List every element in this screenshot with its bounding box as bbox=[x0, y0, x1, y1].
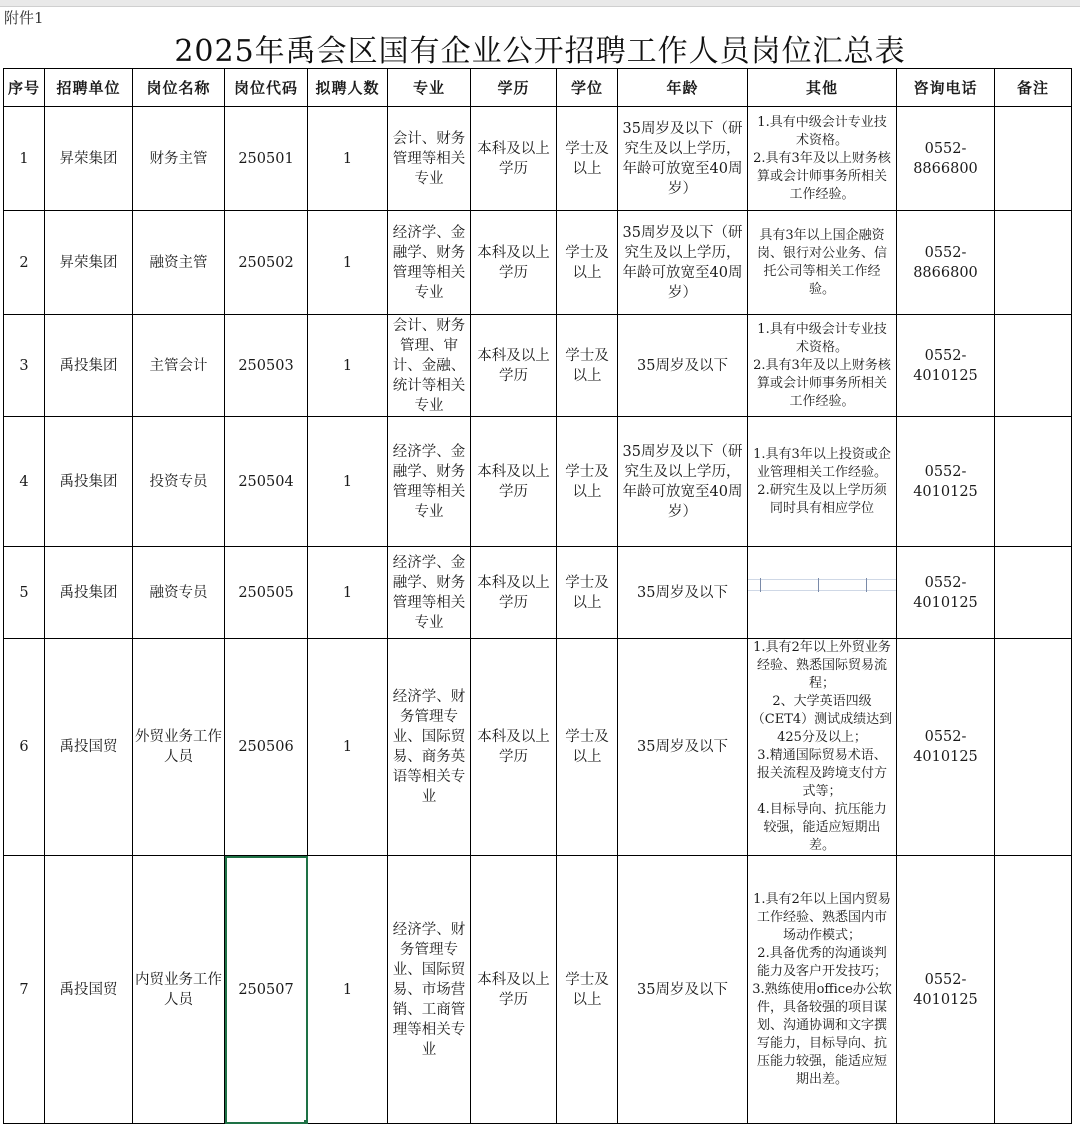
cell-seq[interactable]: 5 bbox=[4, 547, 45, 639]
cell-text: 经济学、财务管理专业、国际贸易、市场营销、工商管理等相关专业 bbox=[392, 921, 466, 1058]
cell-count[interactable]: 1 bbox=[308, 417, 388, 547]
cell-remarks[interactable] bbox=[995, 211, 1072, 315]
cell-position[interactable]: 主管会计 bbox=[133, 315, 225, 417]
cell-other[interactable] bbox=[748, 639, 897, 856]
cell-age[interactable] bbox=[618, 417, 748, 547]
cell-education[interactable] bbox=[471, 315, 557, 417]
pasted-image-fragment bbox=[748, 579, 896, 591]
cell-education[interactable] bbox=[471, 417, 557, 547]
cell-major[interactable] bbox=[388, 107, 471, 211]
cell-position[interactable] bbox=[133, 856, 225, 1124]
header-major[interactable]: 专业 bbox=[388, 69, 471, 107]
cell-education[interactable] bbox=[471, 639, 557, 856]
cell-text: 本科及以上学历 bbox=[477, 244, 550, 281]
recruitment-table bbox=[3, 68, 1072, 1124]
cell-position[interactable]: 财务主管 bbox=[133, 107, 225, 211]
cell-age[interactable] bbox=[618, 315, 748, 417]
cell-text: 1.具有中级会计专业技术资格。 2.具有3年及以上财务核算或会计师事务所相关工作经验。 bbox=[753, 114, 891, 202]
cell-other[interactable] bbox=[748, 107, 897, 211]
cell-count[interactable]: 1 bbox=[308, 211, 388, 315]
cell-text: 具有3年以上国企融资岗、银行对公业务、信托公司等相关工作经验。 bbox=[756, 227, 887, 297]
table-row bbox=[4, 547, 1072, 639]
cell-text: 经济学、金融学、财务管理等相关专业 bbox=[392, 554, 466, 631]
cell-education[interactable] bbox=[471, 211, 557, 315]
cell-text: 学士及以上 bbox=[565, 729, 609, 765]
cell-text: 35周岁及以下 bbox=[637, 981, 728, 998]
cell-phone[interactable]: 0552-8866800 bbox=[897, 211, 995, 315]
cell-unit[interactable]: 禹投国贸 bbox=[45, 856, 133, 1124]
cell-text: 内贸业务工作人员 bbox=[135, 971, 222, 1008]
column-header-strip bbox=[0, 0, 1080, 7]
header-remarks[interactable]: 备注 bbox=[995, 69, 1072, 107]
cell-other[interactable] bbox=[748, 211, 897, 315]
table-row bbox=[4, 315, 1072, 417]
cell-unit[interactable]: 昇荣集团 bbox=[45, 211, 133, 315]
header-phone[interactable]: 咨询电话 bbox=[897, 69, 995, 107]
cell-text: 学士及以上 bbox=[565, 463, 609, 500]
cell-count[interactable]: 1 bbox=[308, 547, 388, 639]
cell-unit[interactable]: 昇荣集团 bbox=[45, 107, 133, 211]
cell-code[interactable]: 250504 bbox=[225, 417, 308, 547]
cell-major[interactable] bbox=[388, 639, 471, 856]
cell-remarks[interactable] bbox=[995, 107, 1072, 211]
cell-count[interactable]: 1 bbox=[308, 856, 388, 1124]
cell-unit[interactable]: 禹投集团 bbox=[45, 547, 133, 639]
cell-text: 学士及以上 bbox=[565, 347, 609, 384]
fill-handle[interactable] bbox=[304, 1120, 308, 1124]
cell-text: 本科及以上学历 bbox=[477, 463, 550, 500]
cell-major[interactable] bbox=[388, 856, 471, 1124]
cell-degree[interactable] bbox=[557, 315, 618, 417]
cell-text: 35周岁及以下 bbox=[637, 739, 728, 755]
cell-unit[interactable]: 禹投集团 bbox=[45, 417, 133, 547]
cell-age[interactable] bbox=[618, 211, 748, 315]
cell-phone[interactable]: 0552-4010125 bbox=[897, 315, 995, 417]
cell-seq[interactable]: 7 bbox=[4, 856, 45, 1124]
header-unit[interactable]: 招聘单位 bbox=[45, 69, 133, 107]
cell-education[interactable] bbox=[471, 856, 557, 1124]
cell-phone[interactable]: 0552-8866800 bbox=[897, 107, 995, 211]
cell-degree[interactable] bbox=[557, 856, 618, 1124]
cell-major[interactable] bbox=[388, 547, 471, 639]
cell-text: 经济学、金融学、财务管理等相关专业 bbox=[392, 443, 466, 520]
cell-code[interactable]: 250502 bbox=[225, 211, 308, 315]
cell-phone[interactable]: 0552-4010125 bbox=[897, 856, 995, 1124]
cell-degree[interactable] bbox=[557, 211, 618, 315]
cell-degree[interactable] bbox=[557, 417, 618, 547]
cell-position[interactable]: 投资专员 bbox=[133, 417, 225, 547]
cell-text: 学士及以上 bbox=[565, 140, 609, 177]
cell-seq[interactable]: 2 bbox=[4, 211, 45, 315]
table-row bbox=[4, 639, 1072, 856]
cell-count[interactable]: 1 bbox=[308, 639, 388, 856]
cell-phone[interactable]: 0552-4010125 bbox=[897, 547, 995, 639]
cell-count[interactable]: 1 bbox=[308, 315, 388, 417]
cell-text: 学士及以上 bbox=[565, 971, 609, 1008]
cell-other[interactable] bbox=[748, 315, 897, 417]
header-other[interactable]: 其他 bbox=[748, 69, 897, 107]
header-row bbox=[4, 69, 1072, 107]
cell-text: 本科及以上学历 bbox=[477, 574, 550, 611]
cell-major[interactable] bbox=[388, 211, 471, 315]
cell-text: 1.具有3年以上投资或企业管理相关工作经验。 2.研究生及以上学历须同时具有相应学位 bbox=[753, 446, 891, 516]
cell-other[interactable] bbox=[748, 547, 897, 639]
header-position[interactable]: 岗位名称 bbox=[133, 69, 225, 107]
cell-seq[interactable]: 6 bbox=[4, 639, 45, 856]
cell-position[interactable]: 融资主管 bbox=[133, 211, 225, 315]
cell-code[interactable]: 250505 bbox=[225, 547, 308, 639]
cell-remarks[interactable] bbox=[995, 856, 1072, 1124]
cell-text: 经济学、金融学、财务管理等相关专业 bbox=[392, 224, 466, 301]
annex-label: 附件1 bbox=[4, 9, 44, 27]
cell-unit[interactable]: 禹投集团 bbox=[45, 315, 133, 417]
table-row bbox=[4, 107, 1072, 211]
cell-position[interactable] bbox=[133, 639, 225, 856]
cell-code-selected[interactable] bbox=[225, 856, 308, 1124]
header-education[interactable]: 学历 bbox=[471, 69, 557, 107]
cell-age[interactable] bbox=[618, 547, 748, 639]
cell-age[interactable] bbox=[618, 107, 748, 211]
cell-unit[interactable]: 禹投国贸 bbox=[45, 639, 133, 856]
table-row bbox=[4, 417, 1072, 547]
cell-text: 35周岁及以下 bbox=[637, 584, 728, 601]
cell-count[interactable]: 1 bbox=[308, 107, 388, 211]
cell-text: 35周岁及以下（研究生及以上学历，年龄可放宽至40周岁） bbox=[622, 224, 743, 301]
cell-remarks[interactable] bbox=[995, 315, 1072, 417]
header-count[interactable]: 拟聘人数 bbox=[308, 69, 388, 107]
cell-degree[interactable] bbox=[557, 547, 618, 639]
cell-text: 1.具有2年以上国内贸易工作经验、熟悉国内市场动作模式； 2.具备优秀的沟通谈判能力及客户开发技巧； 3.熟练使用office办公软件，具备较强的项目谋划、沟通协调和文字撰写能力，目标导向、抗压能力较强，能适应短期出差。 bbox=[752, 891, 892, 1087]
cell-remarks[interactable] bbox=[995, 639, 1072, 856]
cell-text: 1.具有2年以上外贸业务经验、熟悉国际贸易流程； 2、大学英语四级（CET4）测试成绩达到425分及以上； 3.精通国际贸易术语、报关流程及跨境支付方式等； 4.目标导向、抗压能力较强，能适应短期出差。 bbox=[751, 640, 893, 853]
cell-phone[interactable]: 0552-4010125 bbox=[897, 639, 995, 856]
cell-text: 250507 bbox=[238, 981, 294, 998]
cell-text: 外贸业务工作人员 bbox=[135, 729, 222, 765]
cell-text: 学士及以上 bbox=[565, 244, 609, 281]
cell-degree[interactable] bbox=[557, 107, 618, 211]
cell-other[interactable] bbox=[748, 856, 897, 1124]
cell-code[interactable]: 250506 bbox=[225, 639, 308, 856]
cell-major[interactable] bbox=[388, 417, 471, 547]
cell-seq[interactable]: 3 bbox=[4, 315, 45, 417]
cell-text: 本科及以上学历 bbox=[477, 347, 550, 384]
page-title: 2025年禹会区国有企业公开招聘工作人员岗位汇总表 bbox=[174, 34, 906, 69]
cell-text: 本科及以上学历 bbox=[477, 729, 550, 765]
cell-code[interactable]: 250503 bbox=[225, 315, 308, 417]
cell-age[interactable] bbox=[618, 639, 748, 856]
header-code[interactable]: 岗位代码 bbox=[225, 69, 308, 107]
header-degree[interactable]: 学位 bbox=[557, 69, 618, 107]
cell-text: 学士及以上 bbox=[565, 574, 609, 611]
cell-education[interactable] bbox=[471, 107, 557, 211]
cell-seq[interactable]: 4 bbox=[4, 417, 45, 547]
cell-text: 35周岁及以下（研究生及以上学历，年龄可放宽至40周岁） bbox=[622, 120, 743, 197]
cell-seq[interactable]: 1 bbox=[4, 107, 45, 211]
cell-text: 本科及以上学历 bbox=[477, 971, 550, 1008]
cell-text: 35周岁及以下 bbox=[637, 357, 728, 374]
cell-text: 会计、财务管理、审计、金融、统计等相关专业 bbox=[392, 317, 466, 414]
cell-degree[interactable] bbox=[557, 639, 618, 856]
table-row bbox=[4, 211, 1072, 315]
table-row bbox=[4, 856, 1072, 1124]
cell-remarks[interactable] bbox=[995, 547, 1072, 639]
cell-remarks[interactable] bbox=[995, 417, 1072, 547]
table-body bbox=[4, 107, 1072, 1124]
cell-text: 本科及以上学历 bbox=[477, 140, 550, 177]
cell-major[interactable] bbox=[388, 315, 471, 417]
cell-other[interactable] bbox=[748, 417, 897, 547]
cell-text: 1.具有中级会计专业技术资格。 2.具有3年及以上财务核算或会计师事务所相关工作经验。 bbox=[753, 321, 891, 409]
cell-text: 35周岁及以下（研究生及以上学历，年龄可放宽至40周岁） bbox=[622, 443, 743, 520]
cell-text: 经济学、财务管理专业、国际贸易、商务英语等相关专业 bbox=[392, 689, 466, 805]
cell-age[interactable] bbox=[618, 856, 748, 1124]
cell-position[interactable]: 融资专员 bbox=[133, 547, 225, 639]
header-seq[interactable]: 序号 bbox=[4, 69, 45, 107]
cell-text: 会计、财务管理等相关专业 bbox=[392, 130, 466, 187]
cell-phone[interactable]: 0552-4010125 bbox=[897, 417, 995, 547]
header-age[interactable]: 年龄 bbox=[618, 69, 748, 107]
cell-code[interactable]: 250501 bbox=[225, 107, 308, 211]
cell-education[interactable] bbox=[471, 547, 557, 639]
